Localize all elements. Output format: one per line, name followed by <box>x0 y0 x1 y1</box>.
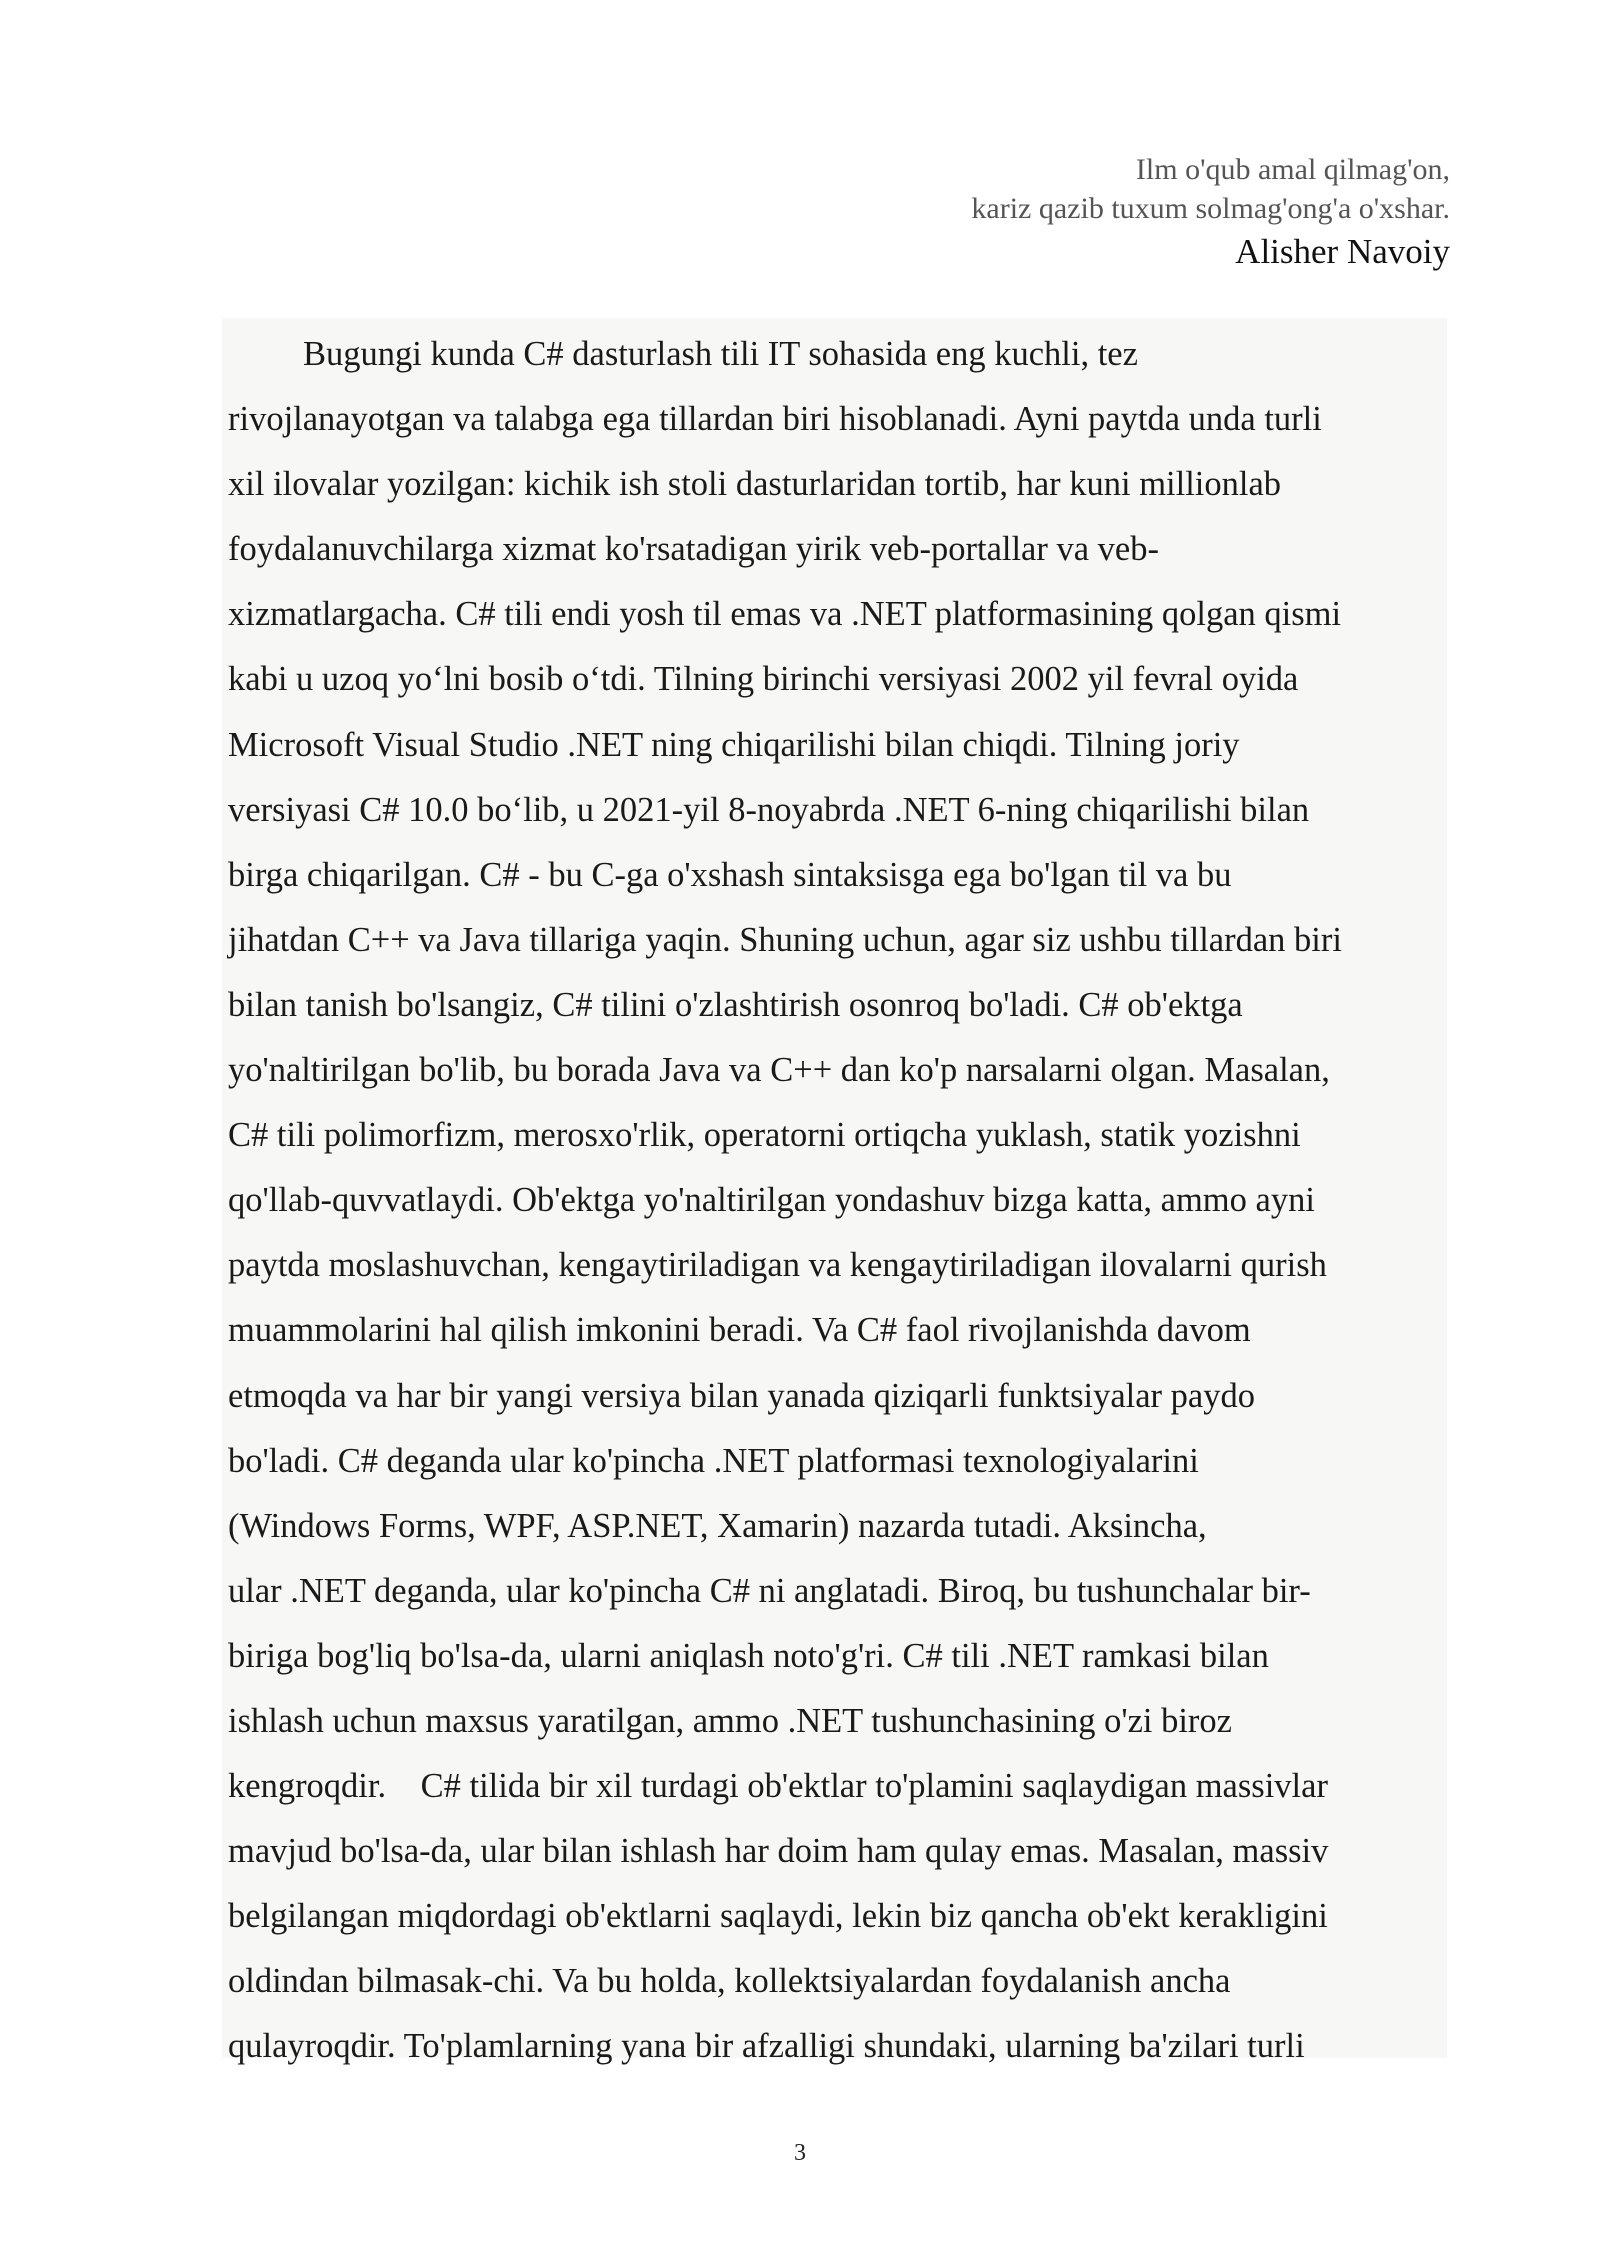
epigraph <box>971 150 1450 274</box>
body-line: bilan tanish bo'lsangiz, C# tilini o'zlashtirish osonroq bo'ladi. C# ob'ektga <box>228 985 1243 1024</box>
body-line: xizmatlargacha. C# tili endi yosh til emas va .NET platformasining qolgan qismi <box>228 595 1342 634</box>
body-line: rivojlanayotgan va talabga ega tillardan biri hisoblanadi. Ayni paytda unda turli <box>228 400 1322 439</box>
body-line: kabi u uzoq yo‘lni bosib o‘tdi. Tilning birinchi versiyasi 2002 yil fevral oyida <box>228 660 1299 699</box>
body-line: mavjud bo'lsa-da, ular bilan ishlash har doim ham qulay emas. Masalan, massiv <box>228 1832 1329 1871</box>
body-line: C# tili polimorfizm, merosxo'rlik, operatorni ortiqcha yuklash, statik yozishni <box>228 1116 1301 1155</box>
epigraph-line-2: kariz qazib tuxum solmag'ong'a o'xshar. <box>971 192 1450 225</box>
body-line: ishlash uchun maxsus yaratilgan, ammo .NET tushunchasining o'zi biroz <box>228 1701 1232 1740</box>
epigraph-line-1: Ilm o'qub amal qilmag'on, <box>1135 153 1450 186</box>
body-line: qo'llab-quvvatlaydi. Ob'ektga yo'naltirilgan yondashuv bizga katta, ammo ayni <box>228 1181 1315 1220</box>
page-number: 3 <box>794 2140 806 2166</box>
body-line: versiyasi C# 10.0 bo‘lib, u 2021-yil 8-noyabrda .NET 6-ning chiqarilishi bilan <box>228 790 1310 829</box>
body-line: foydalanuvchilarga xizmat ko'rsatadigan yirik veb-portallar va veb- <box>228 530 1159 569</box>
epigraph-author: Alisher Navoiy <box>1235 232 1450 271</box>
body-line: ular .NET deganda, ular ko'pincha C# ni anglatadi. Biroq, bu tushunchalar bir- <box>228 1571 1311 1610</box>
body-line: qulayroqdir. To'plamlarning yana bir afzalligi shundaki, ularning ba'zilari turli <box>228 2027 1305 2066</box>
body-line: bo'ladi. C# deganda ular ko'pincha .NET platformasi texnologiyalarini <box>228 1441 1199 1480</box>
body-line: belgilangan miqdordagi ob'ektlarni saqlaydi, lekin biz qancha ob'ekt kerakligini <box>228 1897 1328 1936</box>
body-line: biriga bog'liq bo'lsa-da, ularni aniqlash noto'g'ri. C# tili .NET ramkasi bilan <box>228 1636 1269 1675</box>
body-paragraph <box>228 322 1443 2080</box>
body-line: Bugungi kunda C# dasturlash tili IT sohasida eng kuchli, tez <box>303 335 1138 373</box>
body-line: kengroqdir. C# tilida bir xil turdagi ob'ektlar to'plamini saqlaydigan massivlar <box>228 1767 1328 1806</box>
body-line: (Windows Forms, WPF, ASP.NET, Xamarin) nazarda tutadi. Aksincha, <box>228 1506 1207 1545</box>
body-line: yo'naltirilgan bo'lib, bu borada Java va C++ dan ko'p narsalarni olgan. Masalan, <box>228 1051 1330 1090</box>
body-line: jihatdan C++ va Java tillariga yaqin. Shuning uchun, agar siz ushbu tillardan biri <box>228 920 1342 959</box>
body-line: etmoqda va har bir yangi versiya bilan yanada qiziqarli funktsiyalar paydo <box>228 1376 1255 1415</box>
body-line: muammolarini hal qilish imkonini beradi. Va C# faol rivojlanishda davom <box>228 1311 1251 1350</box>
body-line: Microsoft Visual Studio .NET ning chiqarilishi bilan chiqdi. Tilning joriy <box>228 725 1240 764</box>
body-line: xil ilovalar yozilgan: kichik ish stoli dasturlaridan tortib, har kuni millionlab <box>228 465 1282 504</box>
body-line: oldindan bilmasak-chi. Va bu holda, kollektsiyalardan foydalanish ancha <box>228 1962 1231 2001</box>
body-line: paytda moslashuvchan, kengaytiriladigan va kengaytiriladigan ilovalarni qurish <box>228 1246 1327 1285</box>
body-line: birga chiqarilgan. C# - bu C-ga o'xshash sintaksisga ega bo'lgan til va bu <box>228 855 1232 894</box>
